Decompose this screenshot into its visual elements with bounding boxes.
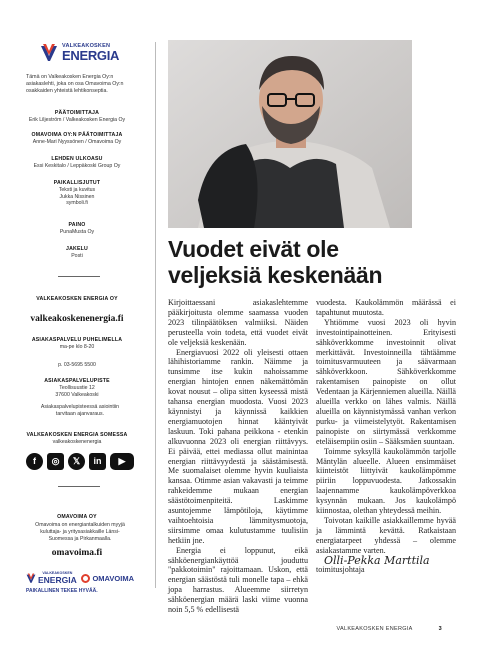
- ceo-portrait-photo: [168, 40, 412, 228]
- visit-note-block: [34, 404, 126, 418]
- portrait-illustration: [168, 40, 412, 228]
- credit-layout: [4, 156, 150, 170]
- company-website-block: [4, 316, 150, 323]
- facebook-icon[interactable]: f: [26, 453, 43, 470]
- service-point: [4, 378, 150, 398]
- valkeakosken-energia-mini-logo: [26, 572, 77, 584]
- omavoima-site-block: [4, 550, 150, 557]
- address-line-2: 37600 Valkeakoski: [55, 391, 99, 398]
- omavoima-heading: OMAVOIMA OY: [57, 514, 97, 520]
- company-contact: [4, 296, 150, 303]
- omavoima-logo: [81, 574, 134, 583]
- omavoima-website-link[interactable]: omavoima.fi: [51, 548, 103, 558]
- youtube-icon[interactable]: ▶: [110, 453, 134, 470]
- credit-heading: OMAVOIMA OY:N PÄÄTOIMITTAJA: [31, 132, 123, 138]
- phone-service-heading: ASIAKASPALVELU PUHELIMELLA: [31, 337, 123, 343]
- credit-line: PunaMusta Oy: [59, 228, 95, 235]
- phone-hours: ma-pe klo 8-20: [59, 343, 95, 350]
- valkeakosken-energia-logo: [40, 42, 120, 64]
- social-handle: valkeakoskenenergia: [52, 438, 102, 445]
- social-heading: VALKEAKOSKEN ENERGIA SOMESSA: [26, 432, 128, 438]
- credit-line: Jukka Nissinen: [59, 193, 95, 200]
- article-headline: Vuodet eivät ole veljeksiä keskenään: [168, 236, 383, 288]
- credit-line: symboli.fi: [66, 200, 88, 207]
- mini-logo-big: ENERGIA: [38, 574, 77, 585]
- divider: [58, 486, 100, 487]
- credit-heading: LEHDEN ULKOASU: [51, 156, 103, 162]
- article-paragraph: Energiavuosi 2022 oli yleisesti ottaen lähihistoriamme rankin. Näimme ja tunsimme itse kukin nahoissamme energian hintojen ennen näkemättömän kovat nousut – olipa sitten kyseessä mistä tahansa energian muodosta. Vuosi 2023 käynnistyi ja käynnissä kaikkien energiamuotojen hinnat kääntyivät laskuun. Toki pahana peikkona - etenkin alkuvuonna 2023 oli energian riittävyys. Ei päivää, ettei mediassa ollut mainintaa energian riittävyydestä ja säästämisestä. Me suomalaiset olemme hyvin kuuliaista kansaa. Otimme asian vakavasti ja teimme rahkeidemme mukaan energian säästötoimenpiteitä. Laskimme asuntojemme lämpötiloja, käytimme vaihtoehtoisia lämmitysmuotoja, siirsimme omaa kulutustamme tuulisiin hetkiin jne.: [168, 347, 308, 545]
- credit-heading: PAIKALLISJUTUT: [53, 180, 101, 186]
- x-icon[interactable]: 𝕏: [68, 453, 85, 470]
- company-name: VALKEAKOSKEN ENERGIA OY: [36, 296, 118, 302]
- credit-heading: PAINO: [68, 222, 86, 228]
- credit-omavoima-editor: [4, 132, 150, 146]
- social-icons: [26, 452, 134, 470]
- credit-line: Anne-Mari Nyyssönen / Omavoima Oy: [32, 138, 122, 145]
- article-paragraph: vuodesta. Kaukolämmön määrässä ei tapahtunut muutosta.: [316, 298, 456, 317]
- social-block: [4, 432, 150, 446]
- credit-printing: [4, 222, 150, 236]
- article-paragraph: Toimme syksyllä kaukolämmön tarjolle Mäntylän alueelle. Alueen ensimmäiset kiinteistöt liittyivät kaukolämpömme piiriin loppuvuodesta. Jatkossakin laajennamme kaukolämpöverkkoa kysynnän mukaan. Jos kaukolämpö kiinnostaa, olethan yhteydessä meihin.: [316, 446, 456, 516]
- article-column-1: [168, 298, 308, 615]
- address-line-1: Teollisuustie 12: [59, 384, 95, 391]
- divider: [58, 276, 100, 277]
- credit-line: Erik Liljeström / Valkeakosken Energia Oy: [28, 116, 126, 123]
- mini-logo-small: VALKEAKOSKEN: [42, 570, 73, 575]
- energia-logo-icon: [26, 573, 36, 584]
- sidebar: [0, 0, 152, 648]
- article-column-2: [316, 298, 456, 575]
- phone-service: [4, 337, 150, 351]
- omavoima-text: Omavoima on energiantalkuiden myyjä kuluttaja- ja yritysasiakkaille Länsi-Suomessa ja Pirkanmaalla.: [35, 522, 125, 542]
- energia-logo-icon: [40, 43, 58, 63]
- credit-local-stories: [4, 180, 150, 207]
- omavoima-circle-icon: [81, 574, 90, 583]
- credit-line: Essi Keskitalo / Leppäkoski Group Oy: [33, 162, 121, 169]
- partner-logos: [26, 570, 134, 586]
- page-number: 3: [438, 626, 442, 632]
- omavoima-text-block: [30, 522, 130, 542]
- article-paragraph: Toivotan kaikille asiakkaillemme hyvää ja lämmintä kevättä. Ratkaistaan energiatarpeet yhdessä – olemme asiakastamme varten.: [316, 515, 456, 555]
- column-divider: [155, 42, 156, 588]
- credit-heading: JAKELU: [66, 246, 88, 252]
- service-point-heading: ASIAKASPALVELUPISTE: [44, 378, 110, 384]
- author-title: toimitusjohtaja: [316, 565, 365, 575]
- phone-number-block: [4, 362, 150, 369]
- author-signature: Olli-Pekka Marttila: [324, 553, 430, 567]
- instagram-icon[interactable]: ◎: [47, 453, 64, 470]
- article-paragraph: Kirjoittaessani asiakaslehtemme pääkirjoitusta olemme saamassa vuoden 2023 tilinpäätöksen valmiiksi. Näiden perusteella voin todeta, että vuodet eivät ole veljeksiä keskenään.: [168, 298, 308, 347]
- logo-small-text: VALKEAKOSKEN: [62, 42, 111, 49]
- credit-line: Posti: [71, 252, 83, 259]
- credit-line: Teksti ja kuvitus: [58, 186, 96, 193]
- page-footer: [336, 626, 442, 632]
- article-paragraph: Yhtiömme vuosi 2023 oli hyvin investointipainotteinen. Erityisesti sähköverkkomme investoinnit olivat merkittävät. Investoinneilla tähtäämme toimitusvarmuuteen ja säävarmaan sähköverkkoon. Sähköverkkomme rakentamisen painopiste on ollut Vedentaan ja Kärjenniemen alueilla. Näillä alueilla verkko on lähes valmis. Näillä alueilla on käynnistymässä vanhan verkon purku- ja viimeistelytyöt. Rakentamisen painopiste on siirtymässä verkkomme eteläisempiin osiin – Sääksmäen suuntaan.: [316, 317, 456, 446]
- omavoima-tagline: PAIKALLINEN TEKEE HYVÄÄ.: [26, 588, 98, 594]
- magazine-intro: Tämä on Valkeakosken Energia Oy:n asiakaslehti, joka on osa Omavoima Oy:n osakkaiden yhteistä lehtikonseptia.: [26, 74, 124, 94]
- company-website-link[interactable]: valkeakoskenenergia.fi: [30, 314, 124, 324]
- visit-note: Asiakaspalvelupisteessä asiointiin tarvitaan ajanvaraus.: [40, 404, 120, 417]
- omavoima-logo-text: OMAVOIMA: [92, 573, 134, 583]
- footer-publication: VALKEAKOSKEN ENERGIA: [336, 626, 413, 632]
- credit-distribution: [4, 246, 150, 260]
- credit-editor-in-chief: [4, 110, 150, 124]
- article-paragraph: Energia ei loppunut, eikä sähköenergiankäyttöä jouduttu "pakkotoimin" rajoittamaan. Uskon, että energian säästöstä tuli monelle tapa – ehkä jopa harrastus. Alueemme siirretyn sähköenergian määrä laski viime vuonna noin 5,5 % edellisestä: [168, 545, 308, 615]
- linkedin-icon[interactable]: in: [89, 453, 106, 470]
- logo-big-text: ENERGIA: [62, 48, 120, 64]
- omavoima-block: [4, 514, 150, 521]
- phone-number[interactable]: p. 03-5695 5500: [58, 362, 96, 368]
- credit-heading: PÄÄTOIMITTAJA: [54, 110, 100, 116]
